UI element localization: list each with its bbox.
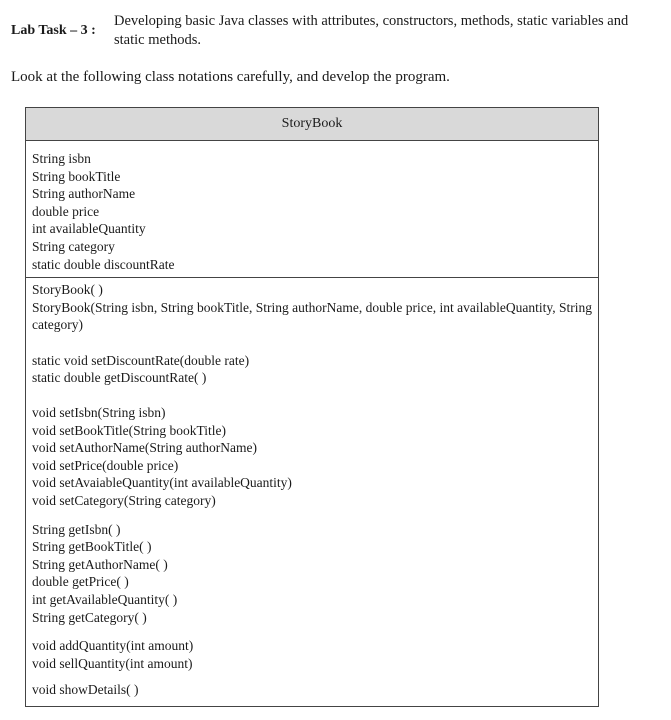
method-item: void setIsbn(String isbn) bbox=[32, 404, 166, 420]
method-item: void sellQuantity(int amount) bbox=[32, 655, 193, 671]
method-item: void setAuthorName(String authorName) bbox=[32, 440, 257, 456]
attribute-item: static double discountRate bbox=[32, 256, 175, 272]
method-item: void setCategory(String category) bbox=[32, 492, 216, 508]
method-item: String getAuthorName( ) bbox=[32, 556, 168, 572]
uml-class-name: StoryBook bbox=[26, 108, 598, 141]
method-item: void setPrice(double price) bbox=[32, 457, 179, 473]
method-item: void setAvaiableQuantity(int availableQuantity) bbox=[32, 475, 292, 491]
attribute-item: String isbn bbox=[32, 151, 91, 166]
method-item: double getPrice( ) bbox=[32, 574, 129, 590]
constructors-group bbox=[32, 281, 592, 334]
method-item: String getCategory( ) bbox=[32, 609, 147, 625]
constructor-item: StoryBook( ) bbox=[32, 282, 103, 297]
method-item: String getIsbn( ) bbox=[32, 521, 121, 537]
constructor-item: StoryBook(String isbn, String bookTitle, String authorName, double price, int availableQuantity, String category) bbox=[32, 299, 592, 333]
method-item: void showDetails( ) bbox=[32, 682, 139, 698]
quantity-methods-group bbox=[32, 637, 592, 672]
method-item: String getBookTitle( ) bbox=[32, 539, 152, 555]
uml-class-diagram bbox=[25, 107, 599, 707]
uml-attributes-section bbox=[26, 141, 598, 278]
attribute-item: int availableQuantity bbox=[32, 221, 146, 237]
method-item: int getAvailableQuantity( ) bbox=[32, 591, 178, 607]
getters-group bbox=[32, 521, 592, 627]
method-item: void addQuantity(int amount) bbox=[32, 638, 194, 654]
method-item: void setBookTitle(String bookTitle) bbox=[32, 422, 227, 438]
method-item: static double getDiscountRate( ) bbox=[32, 370, 207, 386]
static-methods-group bbox=[32, 352, 592, 387]
intro-text: Look at the following class notations carefully, and develop the program. bbox=[11, 69, 450, 85]
uml-methods-section bbox=[26, 278, 598, 699]
attribute-item: String bookTitle bbox=[32, 168, 121, 184]
setters-group bbox=[32, 404, 592, 510]
method-item: static void setDiscountRate(double rate) bbox=[32, 352, 250, 368]
attribute-item: String category bbox=[32, 238, 115, 254]
task-label: Lab Task – 3 : bbox=[11, 23, 96, 38]
display-methods-group bbox=[32, 681, 592, 699]
attribute-item: double price bbox=[32, 203, 100, 219]
attribute-item: String authorName bbox=[32, 186, 136, 202]
task-description: Developing basic Java classes with attributes, constructors, methods, static variables and static methods. bbox=[114, 13, 629, 48]
